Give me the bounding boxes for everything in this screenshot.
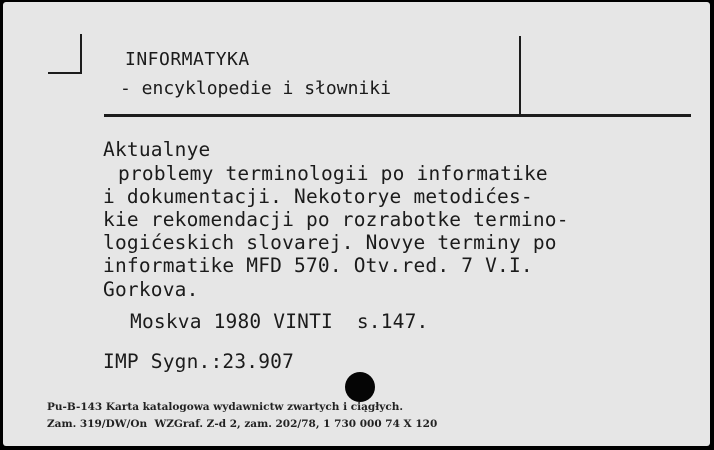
body-line-2: problemy terminologii po informatike (118, 162, 548, 185)
body-line-1: Aktualnye (103, 138, 211, 161)
footer-line-2: Zam. 319/DW/On WZGraf. Z-d 2, zam. 202/78, 1 730 000 74 X 120 (47, 418, 438, 430)
footer-line-1: Pu-B-143 Karta katalogowa wydawnictw zwartych i ciągłych. (47, 401, 404, 413)
card-punch-hole (345, 372, 375, 402)
header-subtitle: - encyklopedie i słowniki (120, 78, 391, 99)
body-line-5: logićeskich slovarej. Novye terminy po (103, 231, 557, 254)
header-left-border (80, 34, 82, 74)
header-left-tick (48, 72, 82, 74)
header-rule (104, 114, 691, 117)
imprint-line: Moskva 1980 VINTI s.147. (130, 310, 429, 333)
signature-line: IMP Sygn.:23.907 (103, 350, 295, 373)
body-line-3: i dokumentacji. Nekotorye metodićes- (103, 185, 533, 208)
header-right-border (519, 36, 521, 116)
body-line-7: Gorkova. (103, 278, 199, 301)
body-line-4: kie rekomendacji po rozrabotke termino- (103, 208, 569, 231)
body-line-6: informatike MFD 570. Otv.red. 7 V.I. (103, 254, 533, 277)
header-title: INFORMATYKA (125, 49, 250, 70)
